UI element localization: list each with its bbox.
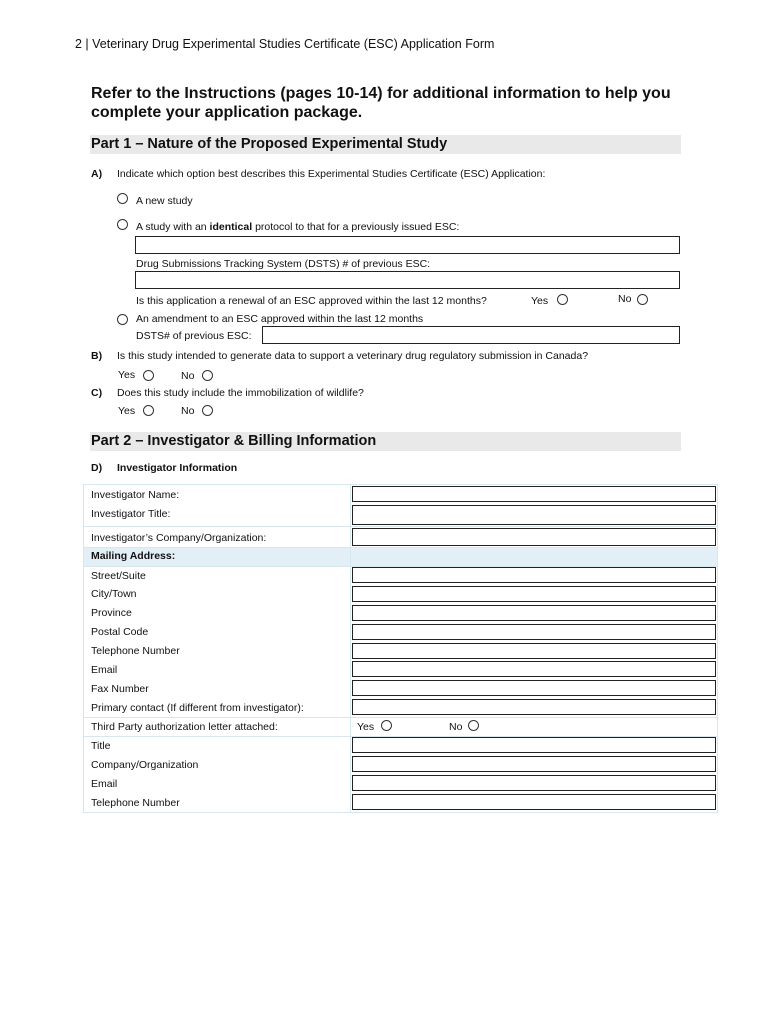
section-b-question: Is this study intended to generate data to support a veterinary drug regulatory submission in Canada?	[117, 350, 589, 362]
city-field[interactable]	[352, 586, 716, 602]
section-c-no-label: No	[181, 405, 195, 417]
tp-email-field[interactable]	[352, 775, 716, 791]
section-d-heading: Investigator Information	[117, 462, 238, 474]
dsts-label: Drug Submissions Tracking System (DSTS) # of previous ESC:	[136, 258, 431, 270]
section-c-no-radio[interactable]	[202, 405, 213, 416]
tp-company-field[interactable]	[352, 756, 716, 772]
province-label: Province	[91, 607, 132, 619]
investigator-name-label: Investigator Name:	[91, 489, 180, 501]
renewal-no-label: No	[618, 293, 632, 305]
renewal-no-radio[interactable]	[637, 294, 648, 305]
table-divider	[83, 717, 718, 718]
primary-contact-field[interactable]	[352, 699, 716, 715]
section-c-yes-radio[interactable]	[143, 405, 154, 416]
tp-email-label: Email	[91, 778, 118, 790]
identical-protocol-radio[interactable]	[117, 219, 128, 230]
tp-title-label: Title	[91, 740, 111, 752]
mailing-address-row	[84, 547, 717, 566]
part2-title: Part 2 – Investigator & Billing Information	[91, 433, 377, 449]
section-b-no-radio[interactable]	[202, 370, 213, 381]
part2-heading-band	[90, 432, 681, 451]
table-column-divider	[350, 484, 351, 813]
renewal-yes-radio[interactable]	[557, 294, 568, 305]
tp-title-field[interactable]	[352, 737, 716, 753]
identical-protocol-field[interactable]	[135, 236, 680, 254]
postal-code-field[interactable]	[352, 624, 716, 640]
street-field[interactable]	[352, 567, 716, 583]
section-d-letter: D)	[91, 462, 103, 474]
section-b-yes-radio[interactable]	[143, 370, 154, 381]
table-divider	[83, 526, 718, 527]
section-b-yes-label: Yes	[118, 369, 136, 381]
fax-field[interactable]	[352, 680, 716, 696]
dsts-prev-label: DSTS# of previous ESC:	[136, 330, 252, 342]
tp-telephone-label: Telephone Number	[91, 797, 180, 809]
new-study-label: A new study	[136, 195, 193, 207]
fax-label: Fax Number	[91, 683, 149, 695]
renewal-yes-label: Yes	[531, 295, 549, 307]
section-c-question: Does this study include the immobilization of wildlife?	[117, 387, 364, 399]
new-study-radio[interactable]	[117, 193, 128, 204]
investigator-title-field[interactable]	[352, 505, 716, 525]
table-divider	[83, 547, 718, 548]
section-c-letter: C)	[91, 387, 103, 399]
dsts-number-field[interactable]	[135, 271, 680, 289]
primary-contact-label: Primary contact (If different from investigator):	[91, 702, 304, 714]
section-a-question: Indicate which option best describes this Experimental Studies Certificate (ESC) Application:	[117, 168, 546, 180]
section-b-no-label: No	[181, 370, 195, 382]
tp-company-label: Company/Organization	[91, 759, 199, 771]
part1-heading-band	[90, 135, 681, 154]
province-field[interactable]	[352, 605, 716, 621]
investigator-title-label: Investigator Title:	[91, 508, 171, 520]
postal-code-label: Postal Code	[91, 626, 149, 638]
section-b-letter: B)	[91, 350, 103, 362]
mailing-address-label: Mailing Address:	[91, 550, 176, 562]
instructions-note: Refer to the Instructions (pages 10-14) for additional information to help you complete your application package.	[91, 85, 671, 121]
third-party-no-radio[interactable]	[468, 720, 479, 731]
section-a-letter: A)	[91, 168, 103, 180]
third-party-yes-radio[interactable]	[381, 720, 392, 731]
city-label: City/Town	[91, 588, 137, 600]
part1-title: Part 1 – Nature of the Proposed Experimental Study	[91, 136, 448, 152]
investigator-name-field[interactable]	[352, 486, 716, 502]
investigator-company-field[interactable]	[352, 528, 716, 546]
third-party-yes-label: Yes	[357, 721, 375, 733]
telephone-label: Telephone Number	[91, 645, 180, 657]
page-header: 2 | Veterinary Drug Experimental Studies Certificate (ESC) Application Form	[75, 37, 495, 51]
section-c-yes-label: Yes	[118, 405, 136, 417]
tp-telephone-field[interactable]	[352, 794, 716, 810]
third-party-no-label: No	[449, 721, 463, 733]
street-label: Street/Suite	[91, 570, 146, 582]
investigator-company-label: Investigator’s Company/Organization:	[91, 532, 267, 544]
telephone-field[interactable]	[352, 643, 716, 659]
amendment-radio[interactable]	[117, 314, 128, 325]
third-party-label: Third Party authorization letter attached:	[91, 721, 278, 733]
amendment-label: An amendment to an ESC approved within the last 12 months	[136, 313, 424, 325]
email-label: Email	[91, 664, 118, 676]
dsts-prev-field[interactable]	[262, 326, 680, 344]
renewal-question: Is this application a renewal of an ESC approved within the last 12 months?	[136, 295, 487, 307]
email-field[interactable]	[352, 661, 716, 677]
identical-protocol-label: A study with an identical protocol to that for a previously issued ESC:	[136, 221, 460, 233]
